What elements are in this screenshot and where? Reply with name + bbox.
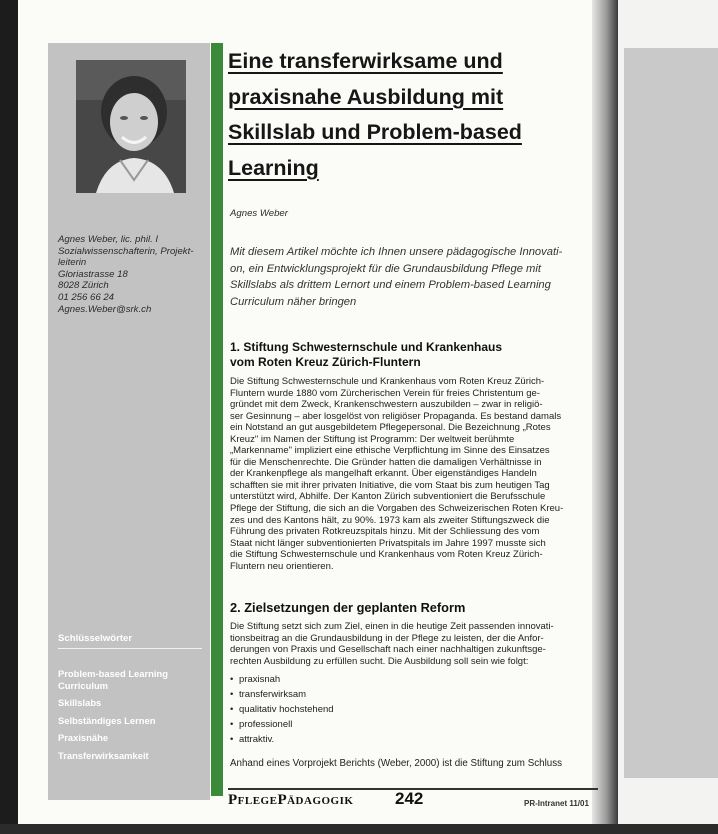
section-1-heading-line: vom Roten Kreuz Zürich-Fluntern	[230, 354, 421, 369]
bullet-dot-icon: •	[230, 718, 234, 730]
bullet-item	[230, 733, 334, 748]
page-number: 242	[395, 789, 424, 808]
body-line: zes und des Kantons hält, zu 90%. 1973 kam als zweiter Stiftungszweck die	[230, 514, 550, 526]
body-line: „Markenname" impliziert eine ethische Verpflichtung im Sinne des Einsatzes	[230, 445, 550, 457]
body-line: ein Notstand an gut ausgebildetem Pflegepersonal. Die Bezeichnung „Rotes	[230, 422, 551, 434]
section-1-heading-line: 1. Stiftung Schwesternschule und Krankenhaus	[230, 340, 503, 354]
body-line: tionsbeitrag an die Grundausbildung in der Pflege zu leisten, der die Anfor-	[230, 632, 544, 644]
bullet-item	[230, 718, 334, 733]
body-line: der Krankenpflege als mangelhaft erkannt. Über eigenständiges Handeln	[230, 468, 537, 480]
author-city: 8028 Zürich	[58, 280, 109, 292]
body-line: rechten Ausbildung zu erfüllen sucht. Die Ausbildung soll sein wie folgt:	[230, 655, 529, 667]
body-line: Fluntern neu orientieren.	[230, 560, 334, 572]
issue-label: PR-Intranet 11/01	[524, 799, 589, 808]
body-line: für die Menschenrechte. Die Gründer hatten die damaligen Verhältnisse in	[230, 456, 542, 468]
bullet-dot-icon: •	[230, 703, 234, 715]
keyword-item: Praxisnähe	[58, 732, 109, 744]
author-portrait-photo	[76, 60, 186, 193]
section-2-closing-line: Anhand eines Vorprojekt Berichts (Weber, 2000) ist die Stiftung zum Schluss	[230, 758, 562, 769]
body-line: Die Stiftung Schwesternschule und Krankenhaus vom Roten Kreuz Zürich-	[230, 376, 545, 387]
body-line: Fluntern wurde 1880 vom Zürcherischen Verein für freies Christentum ge-	[230, 387, 540, 399]
section-2-body	[230, 621, 598, 667]
author-name-line: Agnes Weber, lic. phil. I	[58, 234, 159, 245]
bullet-text: professionell	[239, 718, 293, 730]
intro-line: Skillslabs als drittem Lernort und einem Problem-based Learning	[230, 279, 551, 291]
body-line: Staat nicht länger subventionierten Privatspitals im Jahre 1997 musste sich	[230, 537, 546, 549]
body-line: Kreuz" im Namen der Stiftung ist Programm: Der weltweit berühmte	[230, 433, 515, 445]
article-title	[228, 44, 588, 186]
title-line: Learning	[228, 155, 319, 180]
body-line: Führung des privaten Rotkreuzspitals hinzu. Mit der Schliessung des vom	[230, 526, 540, 538]
keywords-list	[58, 668, 206, 768]
bullet-dot-icon: •	[230, 733, 234, 745]
body-line: die Stiftung Schwesternschule und Krankenhaus vom Roten Kreuz Zürich-	[230, 549, 543, 561]
body-line: gründet mit dem Zweck, Krankenschwestern auszubilden – zwar in religiö-	[230, 399, 543, 411]
body-line: unterstützt wird, Abhilfe. Der Kanton Zürich subventioniert die Berufsschule	[230, 491, 546, 503]
article-byline: Agnes Weber	[230, 208, 288, 219]
goals-bullet-list	[230, 673, 334, 748]
section-1-body	[230, 376, 598, 572]
facing-page-edge	[618, 0, 718, 824]
section-1-heading	[230, 340, 502, 369]
body-line: schafften sie mit ihrer privaten Initiative, die vom Staat bis zum heutigen Tag	[230, 479, 550, 491]
section-2-heading: 2. Zielsetzungen der geplanten Reform	[230, 600, 466, 615]
bullet-dot-icon: •	[230, 674, 234, 685]
author-role-line: Sozialwissenschafterin, Projekt-	[58, 245, 194, 257]
bullet-text: transferwirksam	[239, 688, 307, 700]
title-line: Eine transferwirksame und	[228, 49, 503, 73]
intro-line: Curriculum näher bringen	[230, 295, 357, 308]
author-email: Agnes.Weber@srk.ch	[58, 303, 152, 315]
portrait-illustration	[76, 60, 186, 193]
article-intro	[230, 244, 598, 310]
bullet-item	[230, 673, 334, 688]
facing-page-strip	[624, 48, 718, 778]
body-line: Die Stiftung setzt sich zum Ziel, einen in die heutige Zeit passenden innovati-	[230, 621, 554, 632]
author-phone: 01 256 66 24	[58, 291, 115, 303]
title-line: Skillslab und Problem-based	[228, 120, 522, 144]
bullet-text: praxisnah	[239, 674, 281, 685]
bullet-dot-icon: •	[230, 688, 234, 700]
bullet-item	[230, 703, 334, 718]
keyword-item: Selbständiges Lernen	[58, 714, 156, 726]
keyword-item: Skillslabs	[58, 697, 102, 709]
bullet-text: attraktiv.	[239, 733, 275, 745]
bullet-text: qualitativ hochstehend	[239, 703, 334, 715]
keywords-divider	[58, 648, 202, 649]
body-line: ser Gesinnung – aber losgelöst von religiöser Propaganda. Es bestand damals	[230, 410, 562, 422]
body-line: derungen von Praxis und Gesellschaft nach einer nachhaltigen zukunftsge-	[230, 644, 546, 656]
intro-line: on, ein Entwicklungsprojekt für die Grundausbildung Pflege mit	[230, 262, 541, 275]
intro-line: Mit diesem Artikel möchte ich Ihnen unsere pädagogische Innovati-	[230, 246, 563, 258]
scan-bottom-edge	[0, 824, 718, 834]
bullet-item	[230, 688, 334, 703]
author-street: Gloriastrasse 18	[58, 268, 128, 280]
title-line: praxisnahe Ausbildung mit	[228, 84, 504, 109]
author-contact-info	[58, 234, 208, 315]
keyword-item: Problem-based Learning Curriculum	[58, 668, 168, 691]
scan-left-edge	[0, 0, 18, 834]
author-role-line-cont: leiterin	[58, 257, 87, 269]
journal-brand: PflegePädagogik	[228, 792, 354, 808]
keywords-title: Schlüsselwörter	[58, 633, 133, 644]
accent-vertical-rule	[211, 43, 223, 796]
keyword-item: Transferwirksamkeit	[58, 749, 149, 761]
body-line: Pflege der Stiftung, die sich an die Vorgaben des Schweizerischen Roten Kreu-	[230, 503, 564, 515]
